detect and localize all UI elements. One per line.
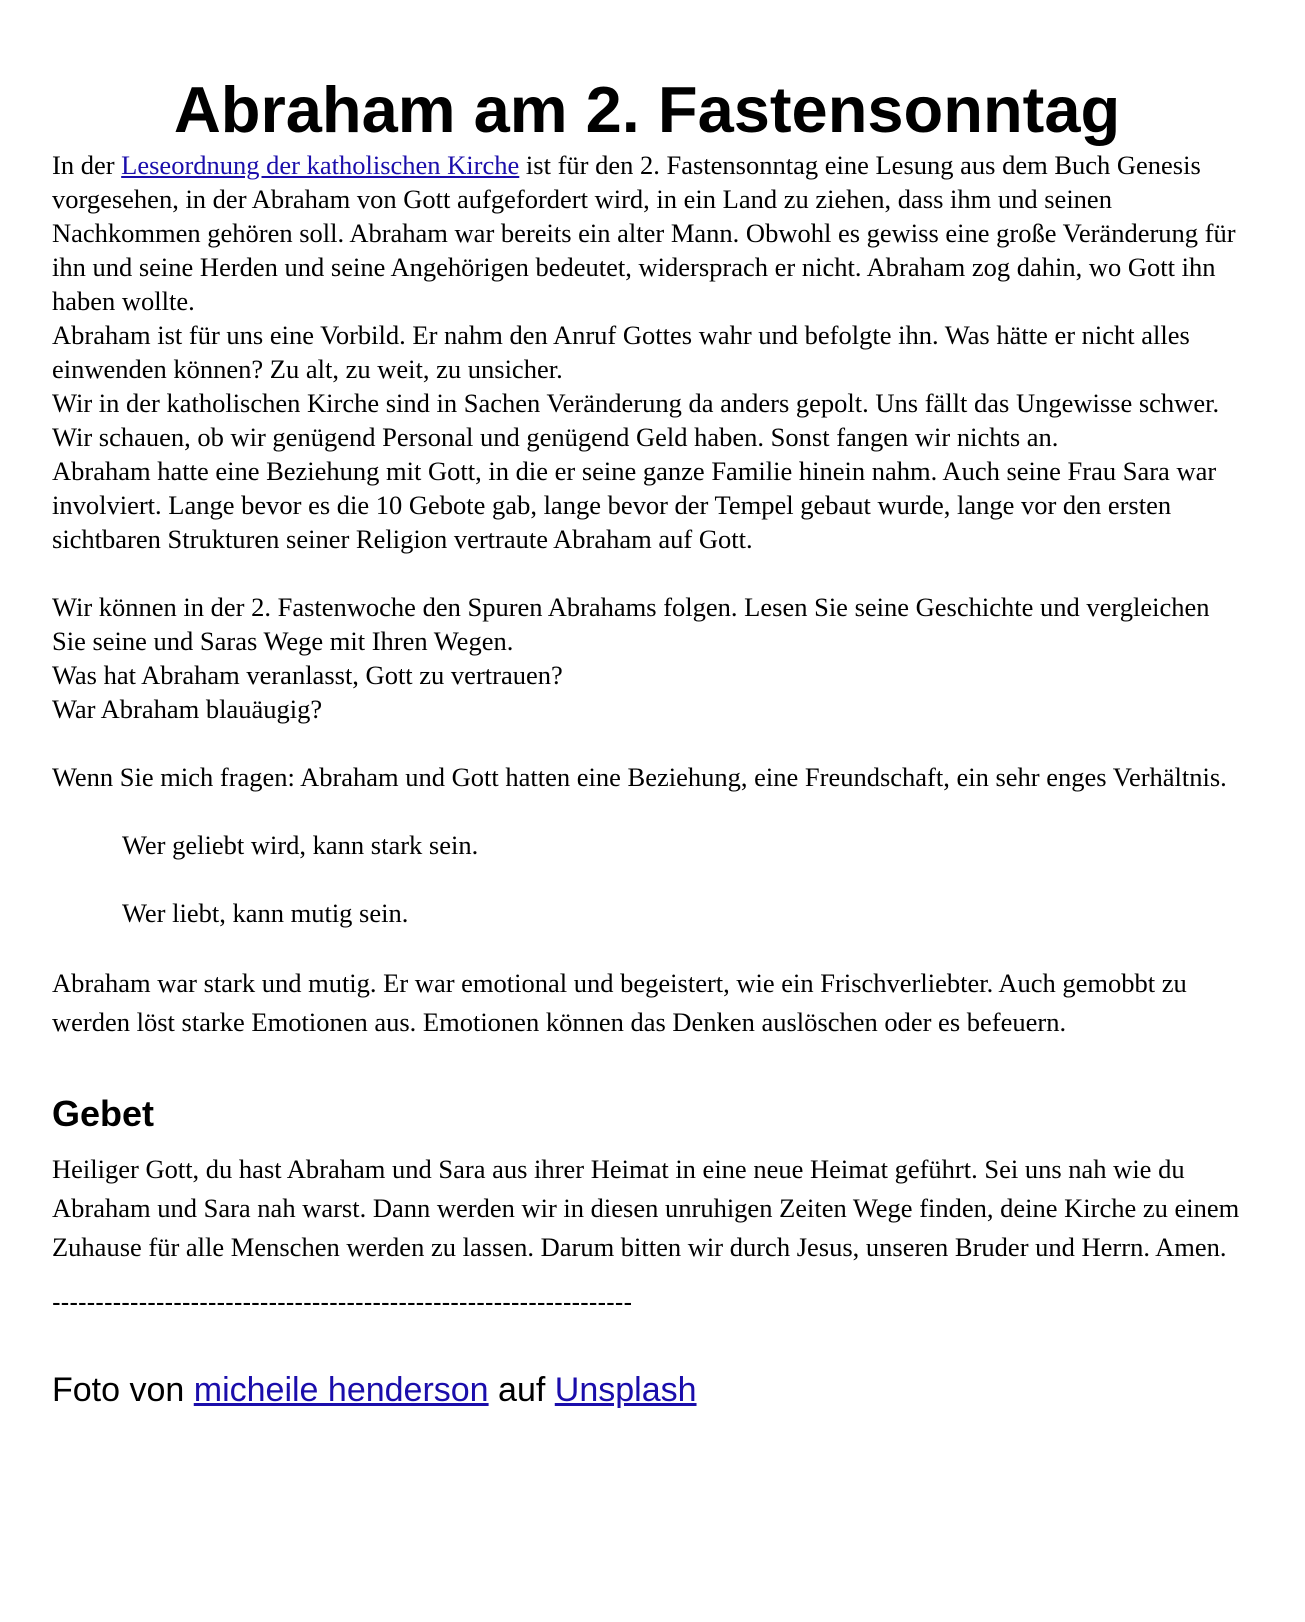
divider-line: ------------------------------------------------------------------- <box>52 1287 633 1317</box>
quote-liebt: Wer liebt, kann mutig sein. <box>122 898 409 928</box>
intro-suffix: ist für den 2. Fastensonntag eine Lesung aus dem Buch Genesis vorgesehen, in der Abraham von Gott aufgefordert wird, in ein Land zu ziehen, dass ihm und seinen Nachkommen gehören soll. Abraham war bereits ein alter Mann. Obwohl es gewiss eine große Veränderung für ihn und seine Herden und seine Angehörigen bedeutet, widersprach er nicht. Abraham zog dahin, wo Gott ihn haben wollte. <box>52 150 1236 316</box>
leseordnung-link[interactable]: Leseordnung der katholischen Kirche <box>121 150 520 180</box>
paragraph-fastenwoche: Wir können in der 2. Fastenwoche den Spuren Abrahams folgen. Lesen Sie seine Geschichte und vergleichen Sie seine und Saras Wege mit Ihren Wegen. <box>52 592 1210 656</box>
credit-prefix: Foto von <box>52 1371 194 1409</box>
spacer <box>52 1136 1242 1150</box>
article <box>52 0 1242 1411</box>
paragraph-stark-mutig: Abraham war stark und mutig. Er war emotional und begeistert, wie ein Frischverliebter. Auch gemobbt zu werden löst starke Emotionen aus. Emotionen können das Denken auslöschen oder es befeuern. <box>52 968 1187 1037</box>
paragraph-vorbild: Abraham ist für uns eine Vorbild. Er nahm den Anruf Gottes wahr und befolgte ihn. Was hätte er nicht alles einwenden können? Zu alt, zu weit, zu unsicher. <box>52 320 1190 384</box>
spacer <box>52 1042 1242 1092</box>
author-link[interactable]: micheile henderson <box>193 1371 489 1409</box>
quote-geliebt: Wer geliebt wird, kann stark sein. <box>122 830 479 860</box>
paragraph-freundschaft: Wenn Sie mich fragen: Abraham und Gott hatten eine Beziehung, eine Freundschaft, ein sehr enges Verhältnis. <box>52 762 1227 792</box>
question-blauaeugig: War Abraham blauäugig? <box>52 694 323 724</box>
photo-credit <box>52 1369 1242 1411</box>
spacer <box>52 1319 1242 1369</box>
question-vertrauen: Was hat Abraham veranlasst, Gott zu vertrauen? <box>52 660 563 690</box>
spacer <box>52 862 1242 896</box>
credit-middle: auf <box>488 1371 555 1409</box>
prayer-text: Heiliger Gott, du hast Abraham und Sara aus ihrer Heimat in eine neue Heimat geführt. Sei uns nah wie du Abraham und Sara nah warst. Dann werden wir in diesen unruhigen Zeiten Wege finden, deine Kirche zu einem Zuhause für alle Menschen werden zu lassen. Darum bitten wir durch Jesus, unseren Bruder und Herrn. Amen. <box>52 1154 1240 1262</box>
page-title: Abraham am 2. Fastensonntag <box>173 73 1121 146</box>
spacer <box>52 1267 1242 1285</box>
spacer <box>52 556 1242 590</box>
prayer-heading: Gebet <box>52 1093 155 1134</box>
spacer <box>52 726 1242 760</box>
spacer <box>52 794 1242 828</box>
paragraph-kirche: Wir in der katholischen Kirche sind in Sachen Veränderung da anders gepolt. Uns fällt das Ungewisse schwer. Wir schauen, ob wir genügend Personal und genügend Geld haben. Sonst fangen wir nichts an. <box>52 388 1220 452</box>
spacer <box>52 930 1242 964</box>
intro-prefix: In der <box>52 150 122 180</box>
intro-paragraph <box>52 148 1242 318</box>
unsplash-link[interactable]: Unsplash <box>554 1371 697 1409</box>
paragraph-beziehung: Abraham hatte eine Beziehung mit Gott, in die er seine ganze Familie hinein nahm. Auch seine Frau Sara war involviert. Lange bevor es die 10 Gebote gab, lange bevor der Tempel gebaut wurde, lange vor den ersten sichtbaren Strukturen seiner Religion vertraute Abraham auf Gott. <box>52 456 1217 554</box>
